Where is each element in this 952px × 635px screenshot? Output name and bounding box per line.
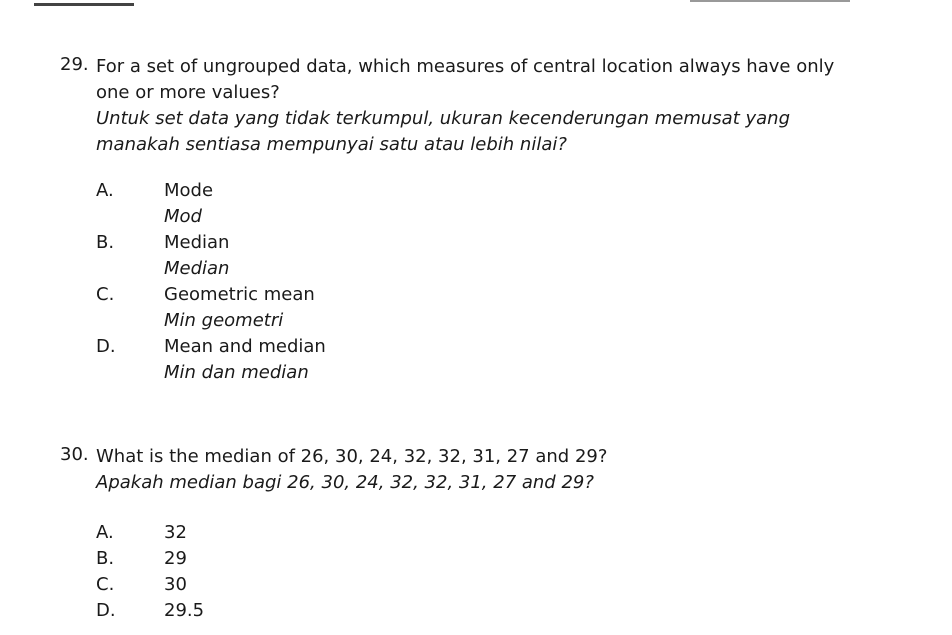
option-text-en: 30 [164, 574, 187, 595]
option-letter: A. [96, 180, 114, 201]
header-rule [690, 0, 850, 2]
option-letter: B. [96, 232, 115, 253]
option-a[interactable] [60, 520, 870, 546]
option-d[interactable] [60, 334, 870, 386]
question-text-ms: Untuk set data yang tidak terkumpul, ukuran kecenderungan memusat yang manakah sentiasa mempunyai satu atau lebih nilai? [96, 108, 791, 155]
option-letter: D. [96, 600, 116, 621]
option-a[interactable] [60, 178, 870, 230]
question-30 [60, 444, 870, 624]
option-text-en: Geometric mean [164, 284, 315, 305]
option-text-ms: Min dan median [164, 362, 309, 383]
question-stem-en [60, 444, 870, 470]
option-b[interactable] [60, 546, 870, 572]
answer-options [60, 520, 870, 624]
option-letter: B. [96, 548, 115, 569]
option-text-en: Mean and median [164, 336, 326, 357]
question-text-ms: Apakah median bagi 26, 30, 24, 32, 32, 31, 27 and 29? [96, 472, 594, 493]
option-text-ms: Median [164, 258, 230, 279]
option-c[interactable] [60, 572, 870, 598]
question-stem-en [60, 54, 870, 106]
question-number: 29. [60, 54, 89, 75]
cropped-header-fragment [34, 0, 134, 6]
option-text-en: 32 [164, 522, 187, 543]
question-29 [60, 54, 870, 386]
option-text-ms: Mod [164, 206, 202, 227]
option-text-en: 29.5 [164, 600, 205, 621]
question-text-en: What is the median of 26, 30, 24, 32, 32, 31, 27 and 29? [96, 446, 608, 467]
option-text-ms: Min geometri [164, 310, 284, 331]
option-letter: C. [96, 574, 115, 595]
option-letter: C. [96, 284, 115, 305]
option-d[interactable] [60, 598, 870, 624]
question-text-en: For a set of ungrouped data, which measures of central location always have only one or more values? [96, 56, 835, 103]
option-text-en: Mode [164, 180, 214, 201]
question-number: 30. [60, 444, 89, 465]
answer-options [60, 178, 870, 386]
option-text-en: 29 [164, 548, 187, 569]
option-b[interactable] [60, 230, 870, 282]
option-letter: A. [96, 522, 114, 543]
option-text-en: Median [164, 232, 230, 253]
option-letter: D. [96, 336, 116, 357]
option-c[interactable] [60, 282, 870, 334]
